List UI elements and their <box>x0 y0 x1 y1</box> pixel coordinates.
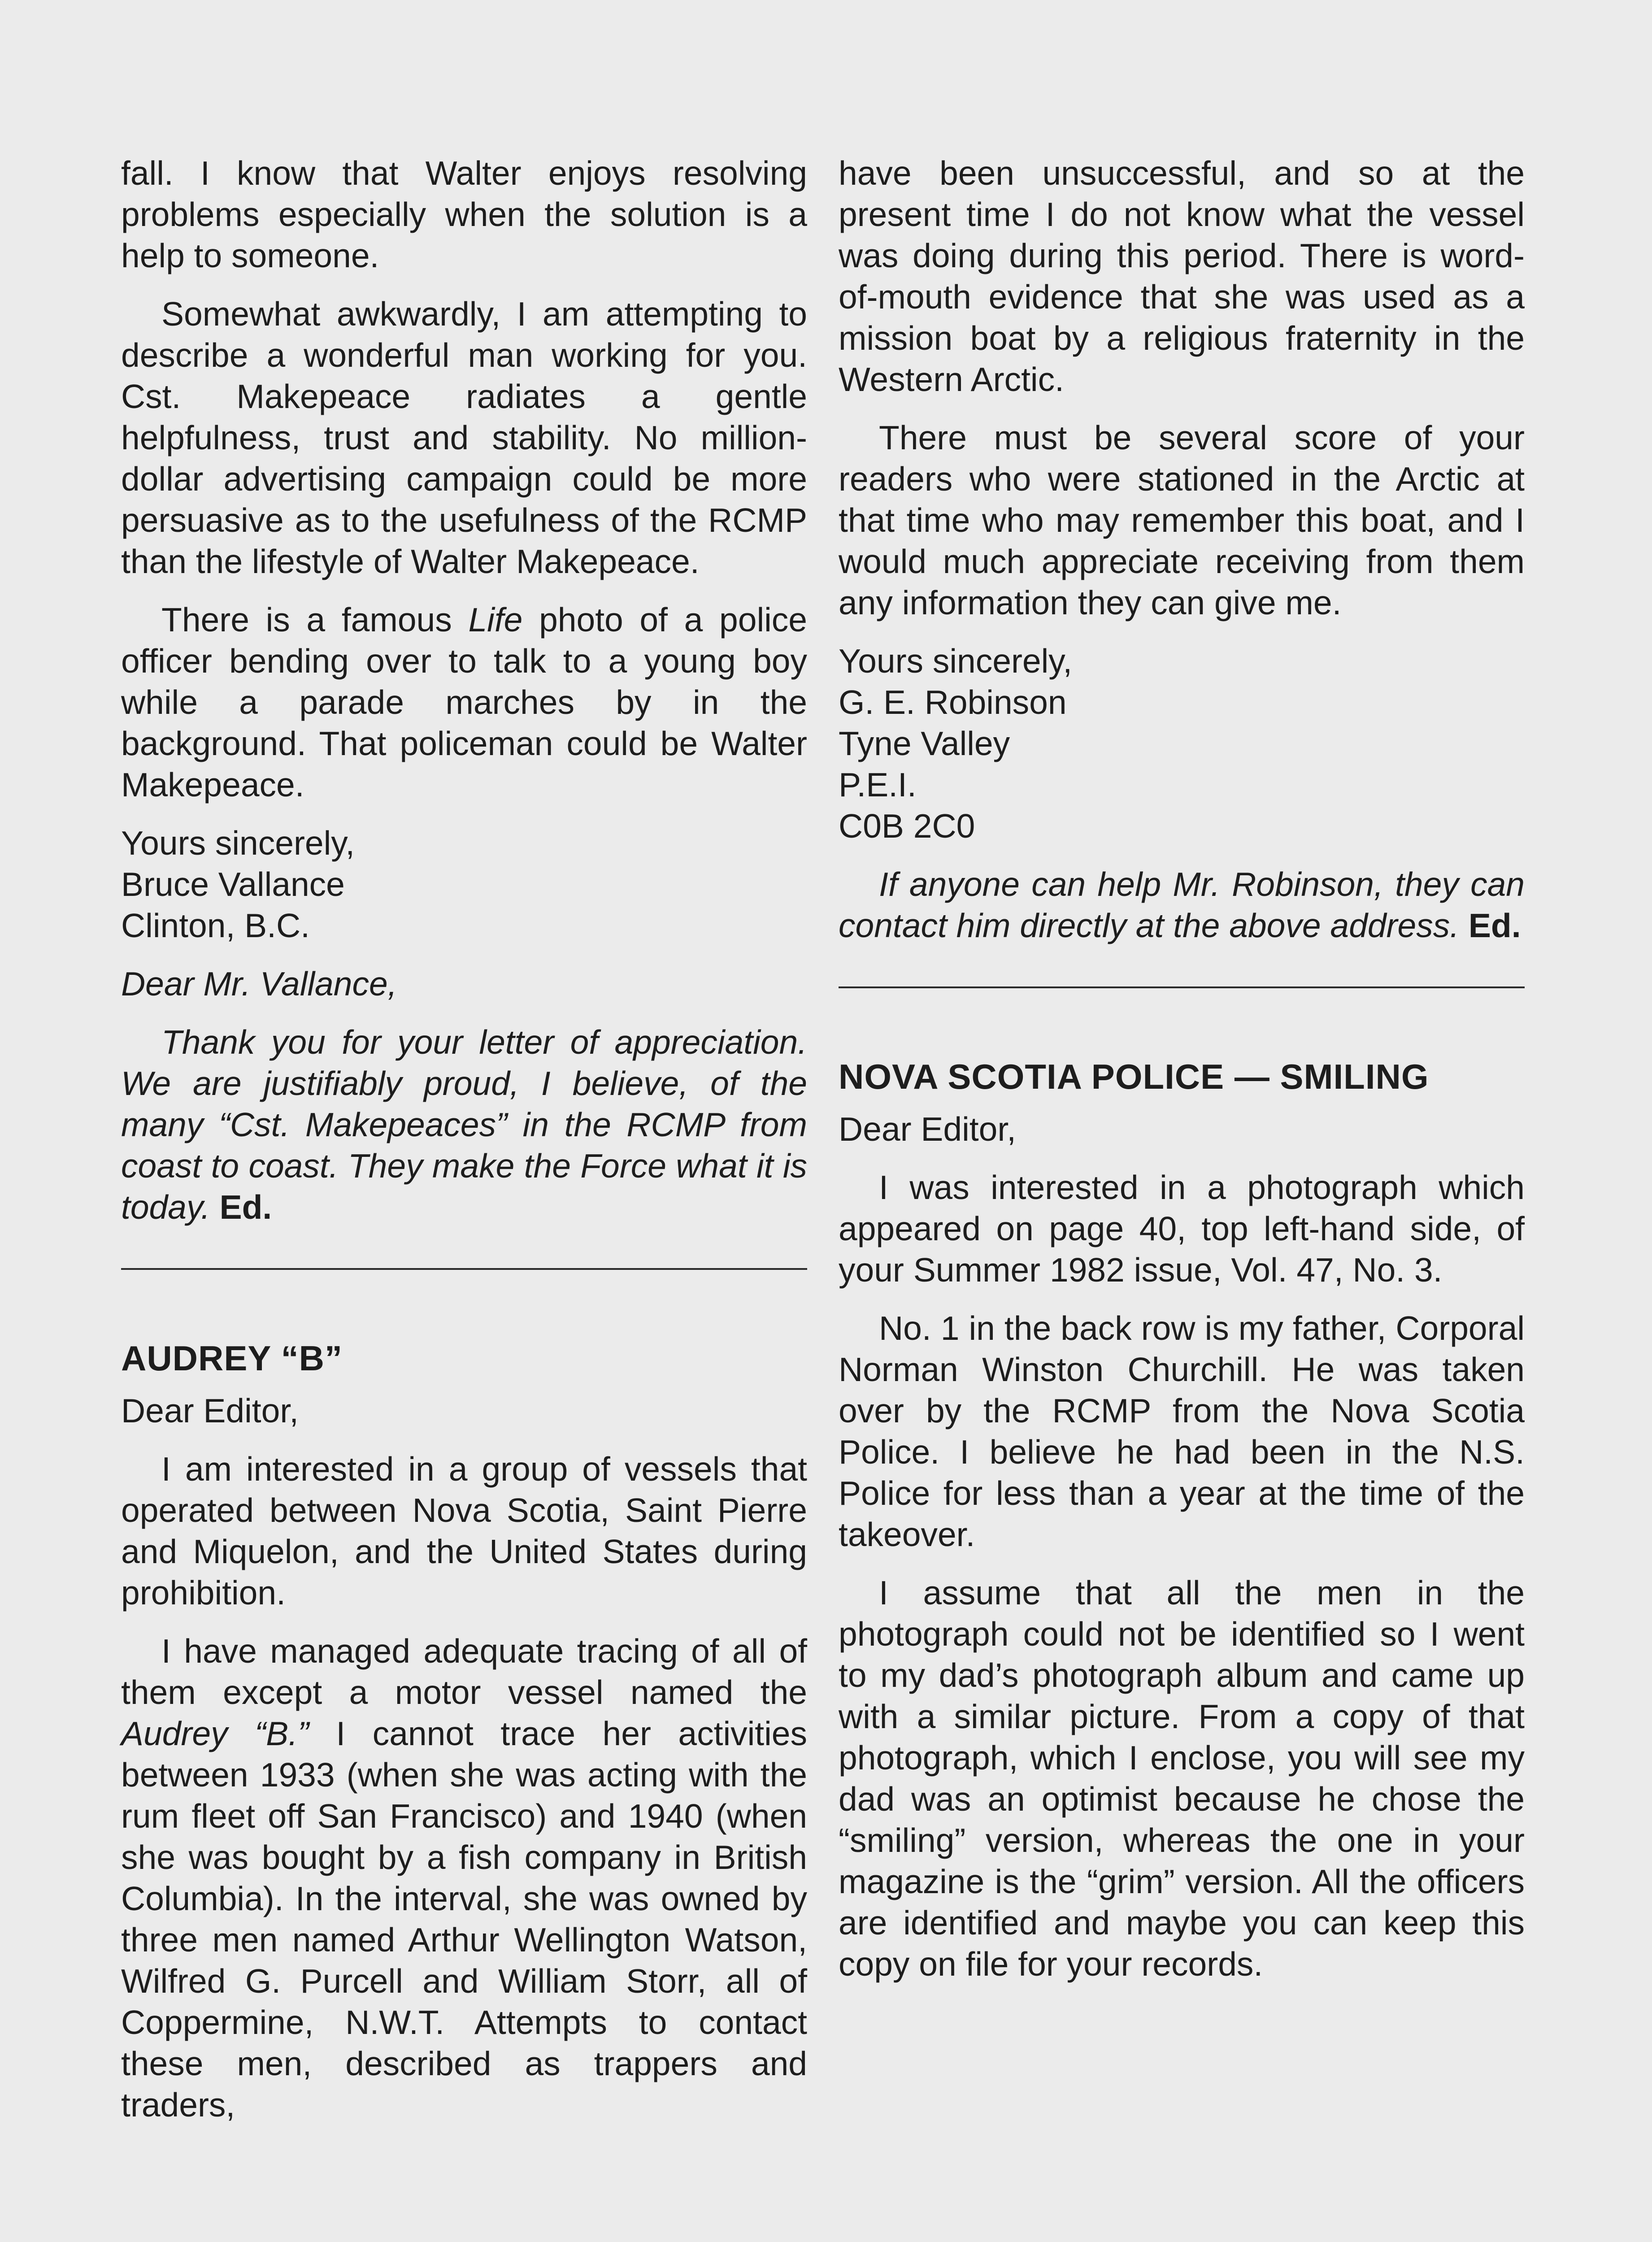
editor-note: If anyone can help Mr. Robinson, they can contact him directly at the above address. Ed. <box>839 865 1525 944</box>
letter-paragraph: I have managed adequate tracing of all of them except a motor vessel named the Audrey “B.” I cannot trace her activities between 1933 (when she was acting with the rum fleet off San Francisco) and 1940 (when she was bought by a fish company in British Columbia). In the interval, she was owned by three men named Arthur Wellington Watson, Wilfred G. Purcell and William Storr, all of Coppermine, N.W.T. Attempts to contact these men, described as trappers and traders, <box>121 1632 807 2124</box>
letter-paragraph: fall. I know that Walter enjoys resolving problems especially when the solution is a help to someone. <box>121 154 807 274</box>
letter-signoff <box>839 640 1525 847</box>
italic-vessel-name: Audrey “B.” <box>121 1715 309 1752</box>
letter-paragraph: I am interested in a group of vessels that operated between Nova Scotia, Saint Pierre and Miquelon, and the United States during prohibition. <box>121 1450 807 1612</box>
letter-paragraph: Somewhat awkwardly, I am attempting to describe a wonderful man working for you. Cst. Makepeace radiates a gentle helpfulness, trust and stability. No million-dollar advertising campaign could be more persuasive as to the usefulness of the RCMP than the lifestyle of Walter Makepeace. <box>121 295 807 580</box>
letter-paragraph: There must be several score of your readers who were stationed in the Arctic at that time who may remember this boat, and I would much appreciate receiving from them any information they can give me. <box>839 419 1525 621</box>
letter-paragraph: No. 1 in the back row is my father, Corporal Norman Winston Churchill. He was taken over by the RCMP from the Nova Scotia Police. I believe he had been in the N.S. Police for less than a year at the time of the takeover. <box>839 1309 1525 1553</box>
signoff-address-line: P.E.I. <box>839 766 917 804</box>
signoff-address-line: Tyne Valley <box>839 725 1010 762</box>
letter-paragraph: I assume that all the men in the photograph could not be identified so I went to my dad’s photograph album and came up with a similar picture. From a copy of that photograph, which I enclose, you will see my dad was an optimist because he chose the “smiling” version, whereas the one in your magazine is the “grim” version. All the officers are identified and maybe you can keep this copy on file for your records. <box>839 1574 1525 1983</box>
section-heading: NOVA SCOTIA POLICE — SMILING <box>839 1057 1429 1096</box>
italic-title: Life <box>468 601 523 639</box>
right-column <box>839 152 1525 2002</box>
section-heading: AUDREY “B” <box>121 1338 343 1378</box>
signoff-postal-code: C0B 2C0 <box>839 807 975 845</box>
letter-paragraph: I was interested in a photograph which appeared on page 40, top left-hand side, of your Summer 1982 issue, Vol. 47, No. 3. <box>839 1169 1525 1289</box>
section-divider <box>121 1268 807 1270</box>
editor-signature: Ed. <box>1468 907 1521 944</box>
signoff-name: Bruce Vallance <box>121 865 345 903</box>
signoff-location: Clinton, B.C. <box>121 907 310 944</box>
left-column <box>121 152 807 2142</box>
editor-signature: Ed. <box>219 1188 272 1226</box>
letter-salutation: Dear Editor, <box>121 1392 299 1429</box>
signoff-line: Yours sincerely, <box>839 642 1073 680</box>
letter-salutation: Dear Editor, <box>839 1110 1017 1148</box>
reply-salutation: Dear Mr. Vallance, <box>121 965 397 1003</box>
letter-signoff <box>121 822 807 946</box>
letter-paragraph: have been unsuccessful, and so at the present time I do not know what the vessel was doing during this period. There is word-of-mouth evidence that she was used as a mission boat by a religious fraternity in the Western Arctic. <box>839 154 1525 398</box>
signoff-name: G. E. Robinson <box>839 683 1067 721</box>
editor-reply: Thank you for your letter of appreciation. We are justifiably proud, I believe, of the many “Cst. Makepeaces” in the RCMP from coast to coast. They make the Force what it is today. Ed. <box>121 1023 807 1226</box>
section-divider <box>839 986 1525 988</box>
signoff-line: Yours sincerely, <box>121 824 355 862</box>
letter-paragraph: There is a famous Life photo of a police officer bending over to talk to a young boy while a parade marches by in the background. That policeman could be Walter Makepeace. <box>121 601 807 804</box>
